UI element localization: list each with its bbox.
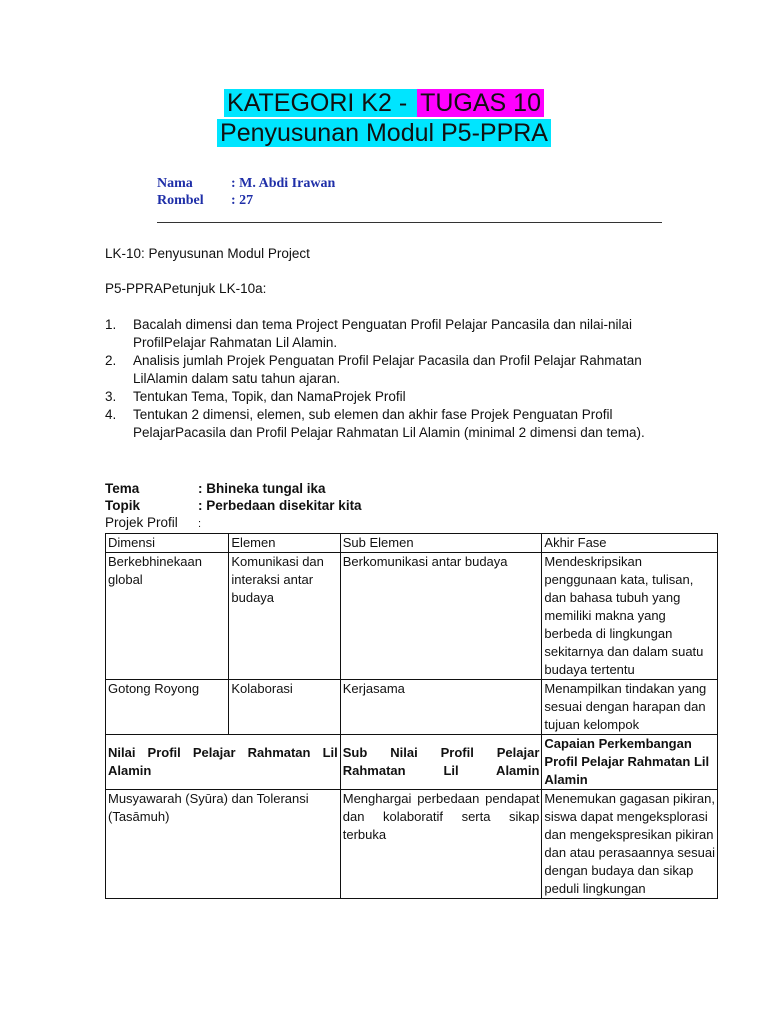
topik-label: Topik: [105, 498, 140, 513]
list-text: Analisis jumlah Projek Penguatan Profil Pelajar Pacasila dan Profil Pelajar Rahmatan LilAlamin dalam satu tahun ajaran.: [133, 353, 642, 386]
table-cell: Menampilkan tindakan yang sesuai dengan harapan dan tujuan kelompok: [542, 680, 718, 735]
table-cell: Menghargai perbedaan pendapat dan kolaboratif serta sikap terbuka: [340, 790, 542, 899]
list-number: 3.: [105, 389, 117, 404]
table-row: [106, 680, 718, 735]
table-cell: Berkomunikasi antar budaya: [340, 553, 542, 680]
rombel-row: [157, 193, 253, 209]
title-highlight: TUGAS 10: [417, 89, 544, 117]
nama-label: Nama: [157, 176, 193, 191]
table-cell: Mendeskripsikan penggunaan kata, tulisan, dan bahasa tubuh yang memiliki makna yang berbeda di lingkungan sekitarnya dan dalam suatu budaya tertentu: [542, 553, 718, 680]
tema-label: Tema: [105, 481, 140, 496]
header-sub-nilai: Sub Nilai Profil Pelajar Rahmatan Lil Alamin: [340, 735, 542, 790]
table-cell: Musyawarah (Syūra) dan Toleransi (Tasāmuh): [106, 790, 341, 899]
title-prefix: KATEGORI K2 -: [224, 89, 417, 117]
list-number: 2.: [105, 353, 117, 368]
projek-label: Projek Profil: [105, 515, 178, 530]
table-cell: Kerjasama: [340, 680, 542, 735]
document-subtitle: [0, 118, 768, 148]
table-cell: Komunikasi dan interaksi antar budaya: [229, 553, 340, 680]
tema-value: : Bhineka tungal ika: [198, 481, 326, 496]
header-elemen: Elemen: [229, 534, 340, 553]
table-header-row: [106, 534, 718, 553]
lk-title: LK-10: Penyusunan Modul Project: [105, 246, 310, 261]
tema-row: [105, 481, 326, 496]
list-number: 1.: [105, 317, 117, 332]
petunjuk-title: P5-PPRAPetunjuk LK-10a:: [105, 281, 267, 296]
table-row: [106, 553, 718, 680]
header-akhir-fase: Akhir Fase: [542, 534, 718, 553]
table-cell: Menemukan gagasan pikiran, siswa dapat mengeksplorasi dan mengekspresikan pikiran dan atau perasaannya sesuai dengan budaya dan sikap peduli lingkungan: [542, 790, 718, 899]
table-cell: Berkebhinekaan global: [106, 553, 229, 680]
projek-value: :: [198, 518, 202, 530]
divider: [157, 222, 662, 223]
table-header-row-2: [106, 735, 718, 790]
instruction-list: [105, 316, 645, 442]
topik-value: : Perbedaan disekitar kita: [198, 498, 362, 513]
header-sub-elemen: Sub Elemen: [340, 534, 542, 553]
header-nilai: Nilai Profil Pelajar Rahmatan Lil Alamin: [106, 735, 341, 790]
list-item: [105, 316, 645, 352]
table-row: [106, 790, 718, 899]
nama-row: [157, 176, 335, 192]
nama-value: : M. Abdi Irawan: [231, 176, 336, 191]
subtitle-text: Penyusunan Modul P5-PPRA: [217, 119, 551, 147]
header-capaian: Capaian Perkembangan Profil Pelajar Rahmatan Lil Alamin: [542, 735, 718, 790]
table-cell: Gotong Royong: [106, 680, 229, 735]
list-item: [105, 352, 645, 388]
list-text: Tentukan Tema, Topik, dan NamaProjek Profil: [133, 389, 406, 404]
rombel-value: : 27: [231, 193, 254, 208]
list-number: 4.: [105, 407, 117, 422]
document-title: [0, 88, 768, 118]
list-item: [105, 406, 645, 442]
list-text: Tentukan 2 dimensi, elemen, sub elemen dan akhir fase Projek Penguatan Profil PelajarPacasila dan Profil Pelajar Rahmatan Lil Alamin (minimal 2 dimensi dan tema).: [133, 407, 645, 440]
list-item: [105, 388, 645, 406]
header-dimensi: Dimensi: [106, 534, 229, 553]
table-cell: Kolaborasi: [229, 680, 340, 735]
projek-row: [105, 515, 201, 530]
list-text: Bacalah dimensi dan tema Project Penguatan Profil Pelajar Pancasila dan nilai-nilai ProfilPelajar Rahmatan Lil Alamin.: [133, 317, 633, 350]
rombel-label: Rombel: [157, 193, 204, 208]
topik-row: [105, 498, 362, 513]
profil-table: [105, 533, 718, 899]
